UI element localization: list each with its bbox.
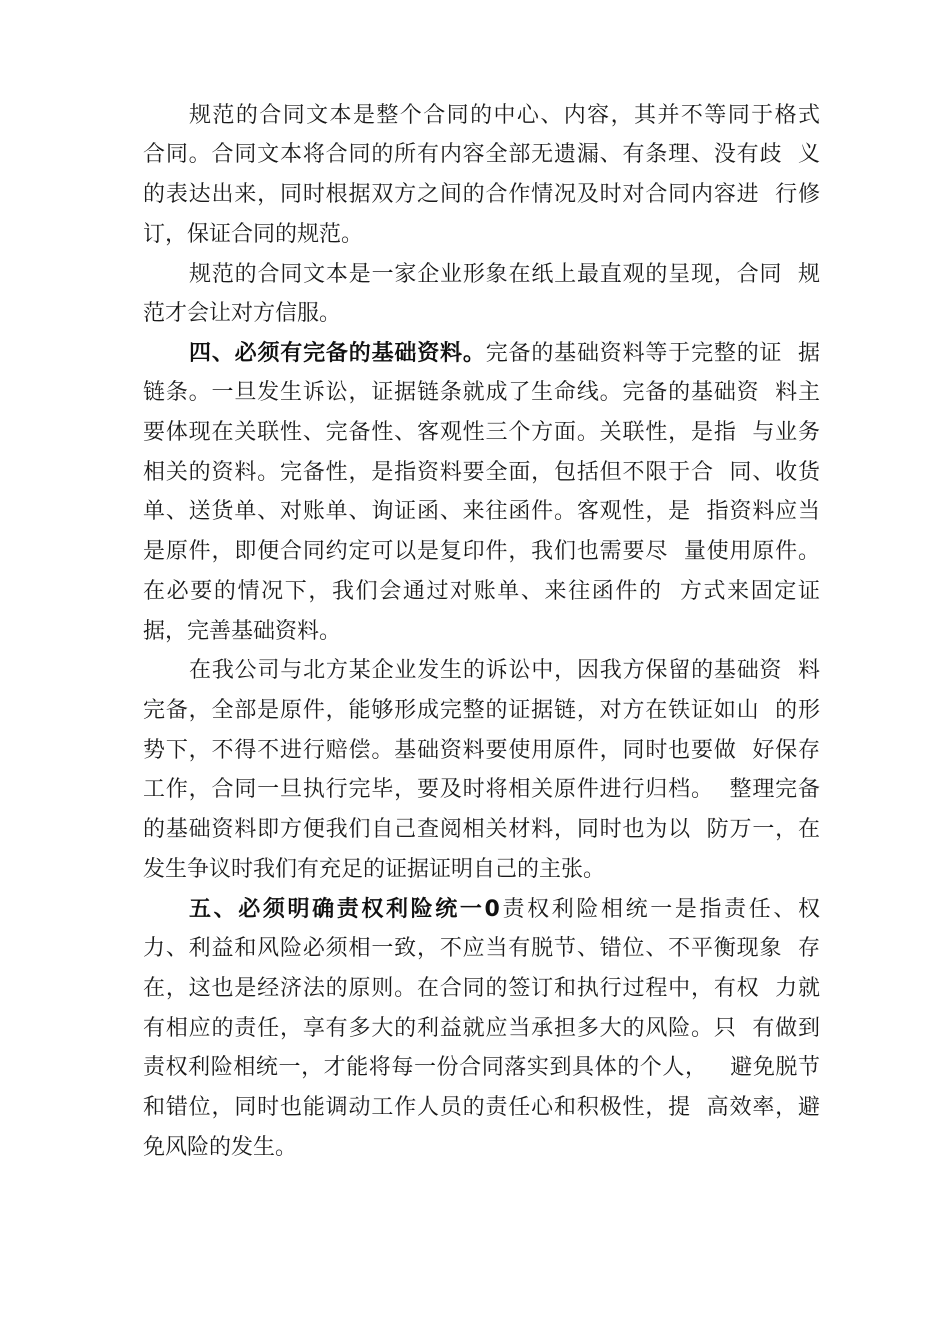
paragraph-4-line-5: 的基础资料即方便我们自己查阅相关材料，同时也为以 防万一，在 (143, 817, 820, 842)
paragraph-2-line-1: 规范的合同文本是一家企业形象在纸上最直观的呈现，合同 规 (189, 262, 820, 287)
section-five-line-7: 免风险的发生。 (143, 1135, 298, 1160)
section-four-line-7: 在必要的情况下，我们会通过对账单、来往函件的 方式来固定证 (143, 579, 820, 604)
section-four-line-4: 相关的资料。完备性，是指资料要全面，包括但不限于合 同、收货 (143, 460, 820, 485)
section-four-line-3: 要体现在关联性、完备性、客观性三个方面。关联性，是指 与业务 (143, 420, 820, 445)
section-four-first-line (189, 339, 820, 369)
section-four-line-6: 是原件，即便合同约定可以是复印件，我们也需要尽 量使用原件。 (143, 539, 820, 564)
paragraph-4-line-2: 完备，全部是原件，能够形成完整的证据链，对方在铁证如山 的形 (143, 698, 820, 723)
section-five-first-line (189, 895, 820, 925)
paragraph-1-line-3: 的表达出来，同时根据双方之间的合作情况及时对合同内容进 行修 (143, 182, 820, 207)
paragraph-4-line-1: 在我公司与北方某企业发生的诉讼中，因我方保留的基础资 料 (189, 658, 820, 683)
paragraph-1-line-1: 规范的合同文本是整个合同的中心、内容，其并不等同于格式 (189, 103, 820, 128)
paragraph-1-line-2: 合同。合同文本将合同的所有内容全部无遗漏、有条理、没有歧 义 (143, 142, 820, 167)
section-five-line-5: 责权利险相统一，才能将每一份合同落实到具体的个人， 避免脱节 (143, 1055, 820, 1080)
section-five-line-2: 力、利益和风险必须相一致，不应当有脱节、错位、不平衡现象 存 (143, 936, 820, 961)
section-five-line-1: 责权利险相统一是指责任、权 (499, 897, 820, 922)
section-four-line-5: 单、送货单、对账单、询证函、来往函件。客观性，是 指资料应当 (143, 499, 820, 524)
paragraph-2-line-2: 范才会让对方信服。 (143, 301, 342, 326)
section-five-heading: 五、必须明确责权利险统一0 (189, 897, 500, 922)
section-five-line-3: 在，这也是经济法的原则。在合同的签订和执行过程中，有权 力就 (143, 976, 820, 1001)
section-five-line-4: 有相应的责任，享有多大的利益就应当承担多大的风险。只 有做到 (143, 1016, 820, 1041)
section-four-line-1: 完备的基础资料等于完整的证 据 (485, 341, 820, 366)
section-five-line-6: 和错位，同时也能调动工作人员的责任心和积极性，提 高效率，避 (143, 1095, 820, 1120)
section-four-line-2: 链条。一旦发生诉讼，证据链条就成了生命线。完备的基础资 料主 (143, 380, 820, 405)
paragraph-4-line-6: 发生争议时我们有充足的证据证明自己的主张。 (143, 857, 606, 882)
section-four-line-8: 据，完善基础资料。 (143, 619, 342, 644)
section-four-heading: 四、必须有完备的基础资料。 (189, 341, 486, 366)
paragraph-4-line-4: 工作，合同一旦执行完毕，要及时将相关原件进行归档。 整理完备 (143, 777, 820, 802)
paragraph-1-line-4: 订，保证合同的规范。 (143, 222, 364, 247)
paragraph-4-line-3: 势下，不得不进行赔偿。基础资料要使用原件，同时也要做 好保存 (143, 738, 820, 763)
